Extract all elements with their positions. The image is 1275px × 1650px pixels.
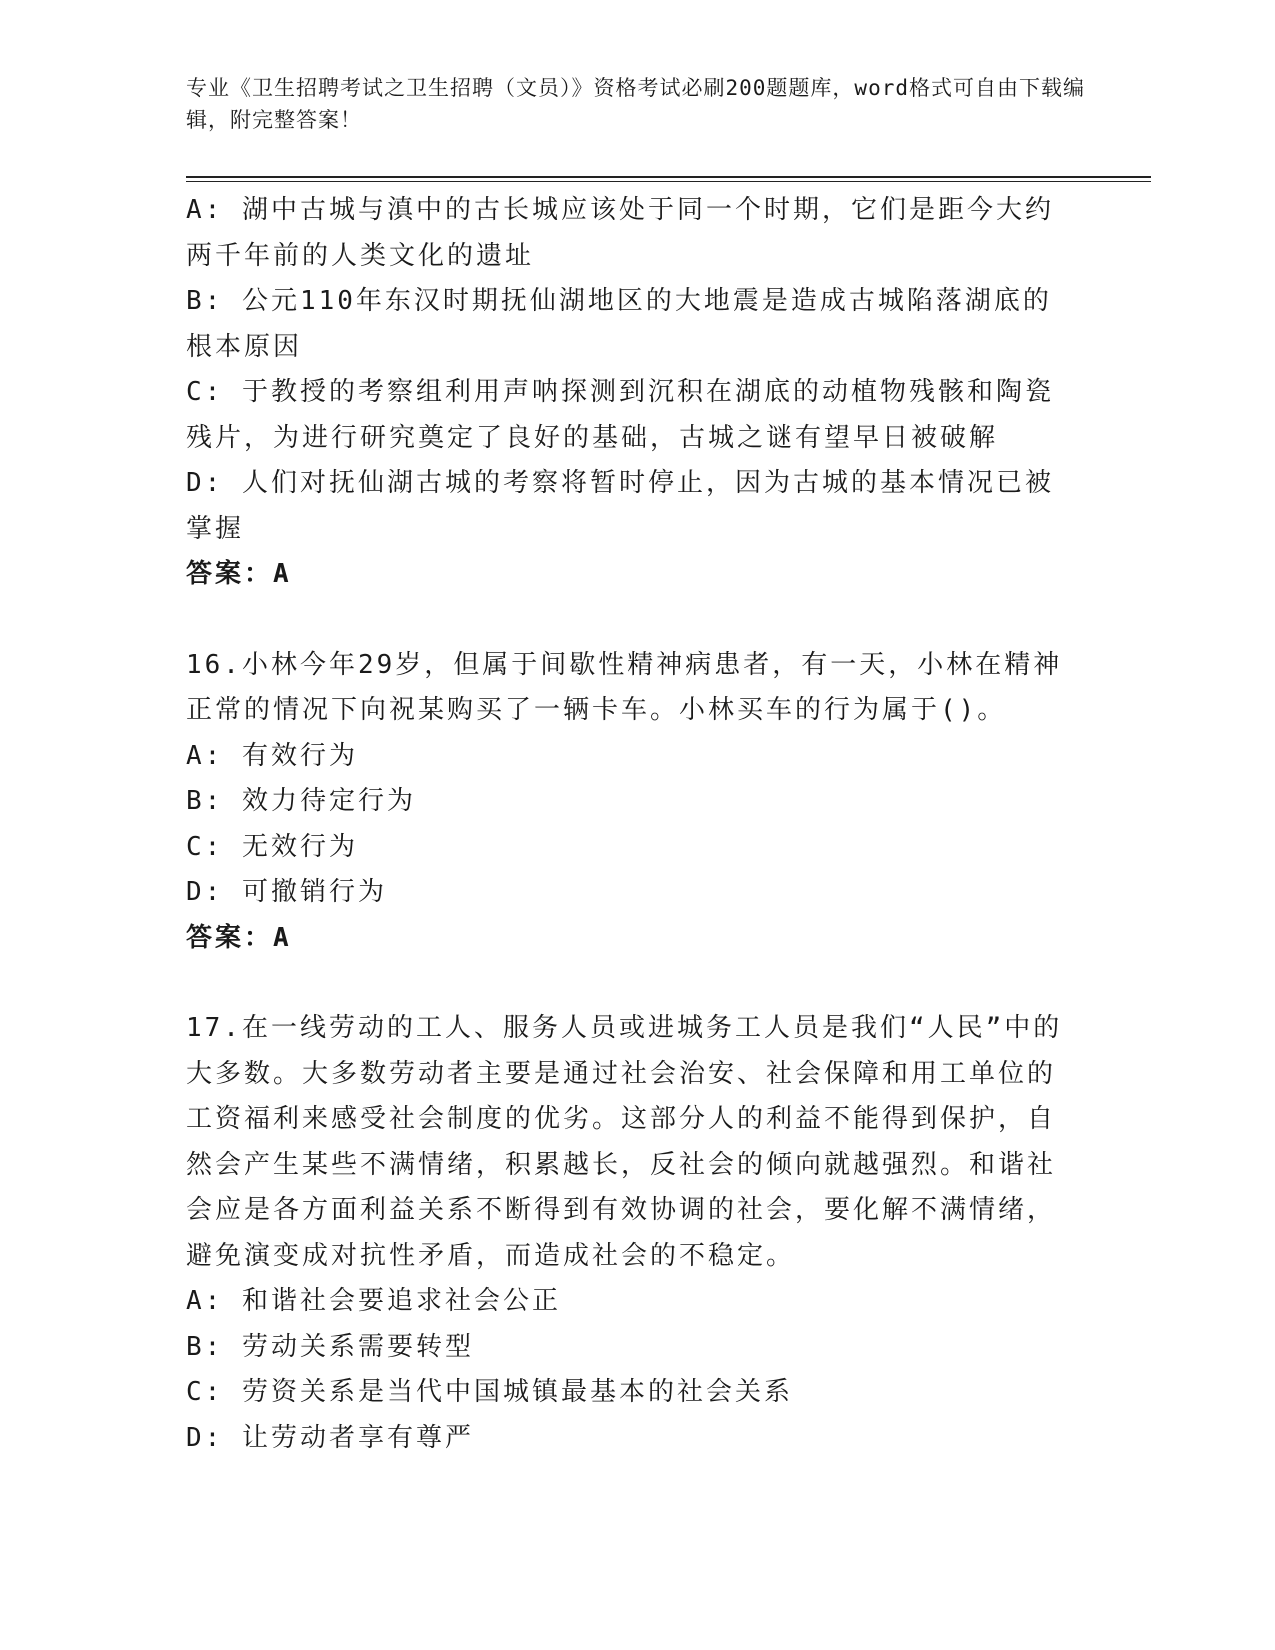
q17-stem: 17.在一线劳动的工人、服务人员或进城务工人员是我们“人民”中的大多数。大多数劳动者主要是通过社会治安、社会保障和用工单位的工资福利来感受社会制度的优劣。这部分人的利益不能得到保护，自然会产生某些不满情绪，积累越长，反社会的倾向就越强烈。和谐社会应是各方面利益关系不断得到有效协调的社会，要化解不满情绪，避免演变成对抗性矛盾，而造成社会的不稳定。 — [186, 1013, 1063, 1271]
document-body — [186, 188, 1066, 1461]
q15-option-c: C: 于教授的考察组利用声呐探测到沉积在湖底的动植物残骸和陶瓷残片，为进行研究奠定了良好的基础，古城之谜有望早日被破解 — [186, 377, 1054, 453]
question-15-block — [186, 188, 1066, 598]
q15-option-d: D: 人们对抚仙湖古城的考察将暂时停止，因为古城的基本情况已被掌握 — [186, 468, 1054, 544]
question-17-block — [186, 1006, 1066, 1461]
document-header — [186, 72, 1086, 136]
q15-option-b: B: 公元110年东汉时期抚仙湖地区的大地震是造成古城陷落湖底的根本原因 — [186, 286, 1052, 362]
spacer — [186, 598, 1066, 643]
q17-option-b: B: 劳动关系需要转型 — [186, 1331, 474, 1362]
q16-option-d: D: 可撤销行为 — [186, 877, 387, 907]
header-title: 专业《卫生招聘考试之卫生招聘（文员）》资格考试必刷200题题库，word格式可自由下载编辑，附完整答案！ — [186, 76, 1085, 132]
q17-option-c: C: 劳资关系是当代中国城镇最基本的社会关系 — [186, 1377, 793, 1407]
spacer — [186, 961, 1066, 1006]
q15-option-a: A: 湖中古城与滇中的古长城应该处于同一个时期，它们是距今大约两千年前的人类文化的遗址 — [186, 195, 1054, 271]
q15-answer: 答案：A — [186, 559, 292, 589]
q17-option-a: A: 和谐社会要追求社会公正 — [186, 1286, 561, 1316]
q17-option-d: D: 让劳动者享有尊严 — [186, 1422, 474, 1453]
header-rule-thin — [186, 181, 1151, 182]
q16-option-c: C: 无效行为 — [186, 831, 358, 862]
q16-answer: 答案：A — [186, 922, 292, 953]
question-16-block — [186, 643, 1066, 962]
q16-stem: 16.小林今年29岁，但属于间歇性精神病患者，有一天，小林在精神正常的情况下向祝某购买了一辆卡车。小林买车的行为属于()。 — [186, 649, 1063, 725]
header-rule-thick — [186, 176, 1151, 178]
q16-option-b: B: 效力待定行为 — [186, 786, 416, 816]
q16-option-a: A: 有效行为 — [186, 740, 358, 771]
